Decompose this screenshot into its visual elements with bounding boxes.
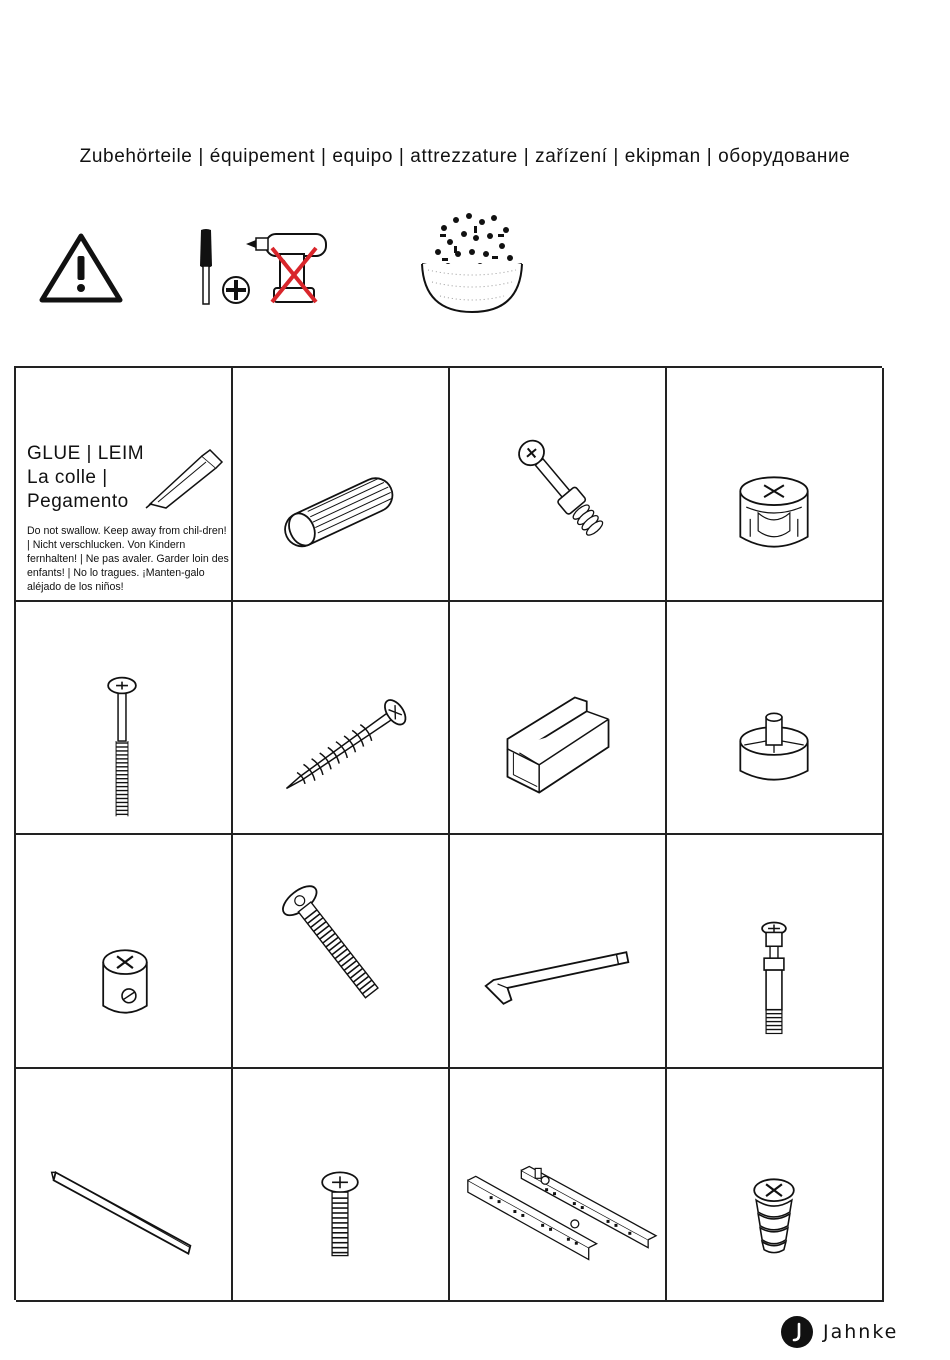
part-cell-barrel-nut [16,835,233,1069]
warning-triangle-icon [38,232,124,304]
glue-safety-warning: Do not swallow. Keep away from chil-dren! | Nicht verschlucken. Von Kindern fernhalten! | Ne pas avaler. Garder loin des enfants! | No lo tragues. ¡Manten-galo aléjado de los niños! [27,525,229,593]
part-cell-cam-lock-small [667,602,884,836]
j-letter-icon [781,1316,813,1348]
machine-screw-icon [233,1069,448,1301]
screwdriver-no-drill-icon [188,226,332,310]
part-cell-glass-clip [450,602,667,836]
part-cell-long-bolt [16,602,233,836]
glue-title-line2: La colle | [27,467,108,488]
glue-title-line3: Pegamento [27,491,129,512]
part-cell-drawer-runners [450,1069,667,1303]
part-cell-rail-strip [16,1069,233,1303]
allen-bolt-icon [233,835,448,1067]
barrel-nut-icon [16,835,231,1067]
glue-title-line1: GLUE | LEIM [27,443,145,464]
part-cell-wooden-dowel [233,368,450,602]
part-cell-connector-bolt [667,835,884,1069]
parts-grid [14,366,882,1300]
brand-logo [781,1316,916,1350]
rail-strip-icon [16,1069,231,1301]
parts-bowl-icon [414,208,530,318]
drawer-runners-icon [450,1069,665,1301]
allen-key-icon [450,835,665,1067]
part-cell-cam-lock [667,368,884,602]
part-cell-machine-screw [233,1069,450,1303]
cam-bolt-icon [450,368,665,600]
connector-bolt-icon [667,835,882,1067]
brand-name: Jahnke [823,1321,899,1343]
wooden-dowel-icon [233,368,448,600]
part-cell-cam-bolt [450,368,667,602]
part-cell-plastic-plug [667,1069,884,1303]
cam-lock-small-icon [667,602,882,834]
glue-bottle-icon [144,448,226,510]
part-cell-glue [16,368,233,602]
glue-title [27,442,144,514]
part-cell-wood-screw [233,602,450,836]
page-heading: Zubehörteile | équipement | equipo | attrezzature | zařízení | ekipman | оборудование [79,146,851,167]
brand-logo-mark [781,1316,813,1348]
plastic-plug-icon [667,1069,882,1301]
cam-lock-icon [667,368,882,600]
part-cell-allen-bolt [233,835,450,1069]
long-bolt-icon [16,602,231,834]
part-cell-allen-key [450,835,667,1069]
glass-clip-icon [450,602,665,834]
wood-screw-icon [233,602,448,834]
